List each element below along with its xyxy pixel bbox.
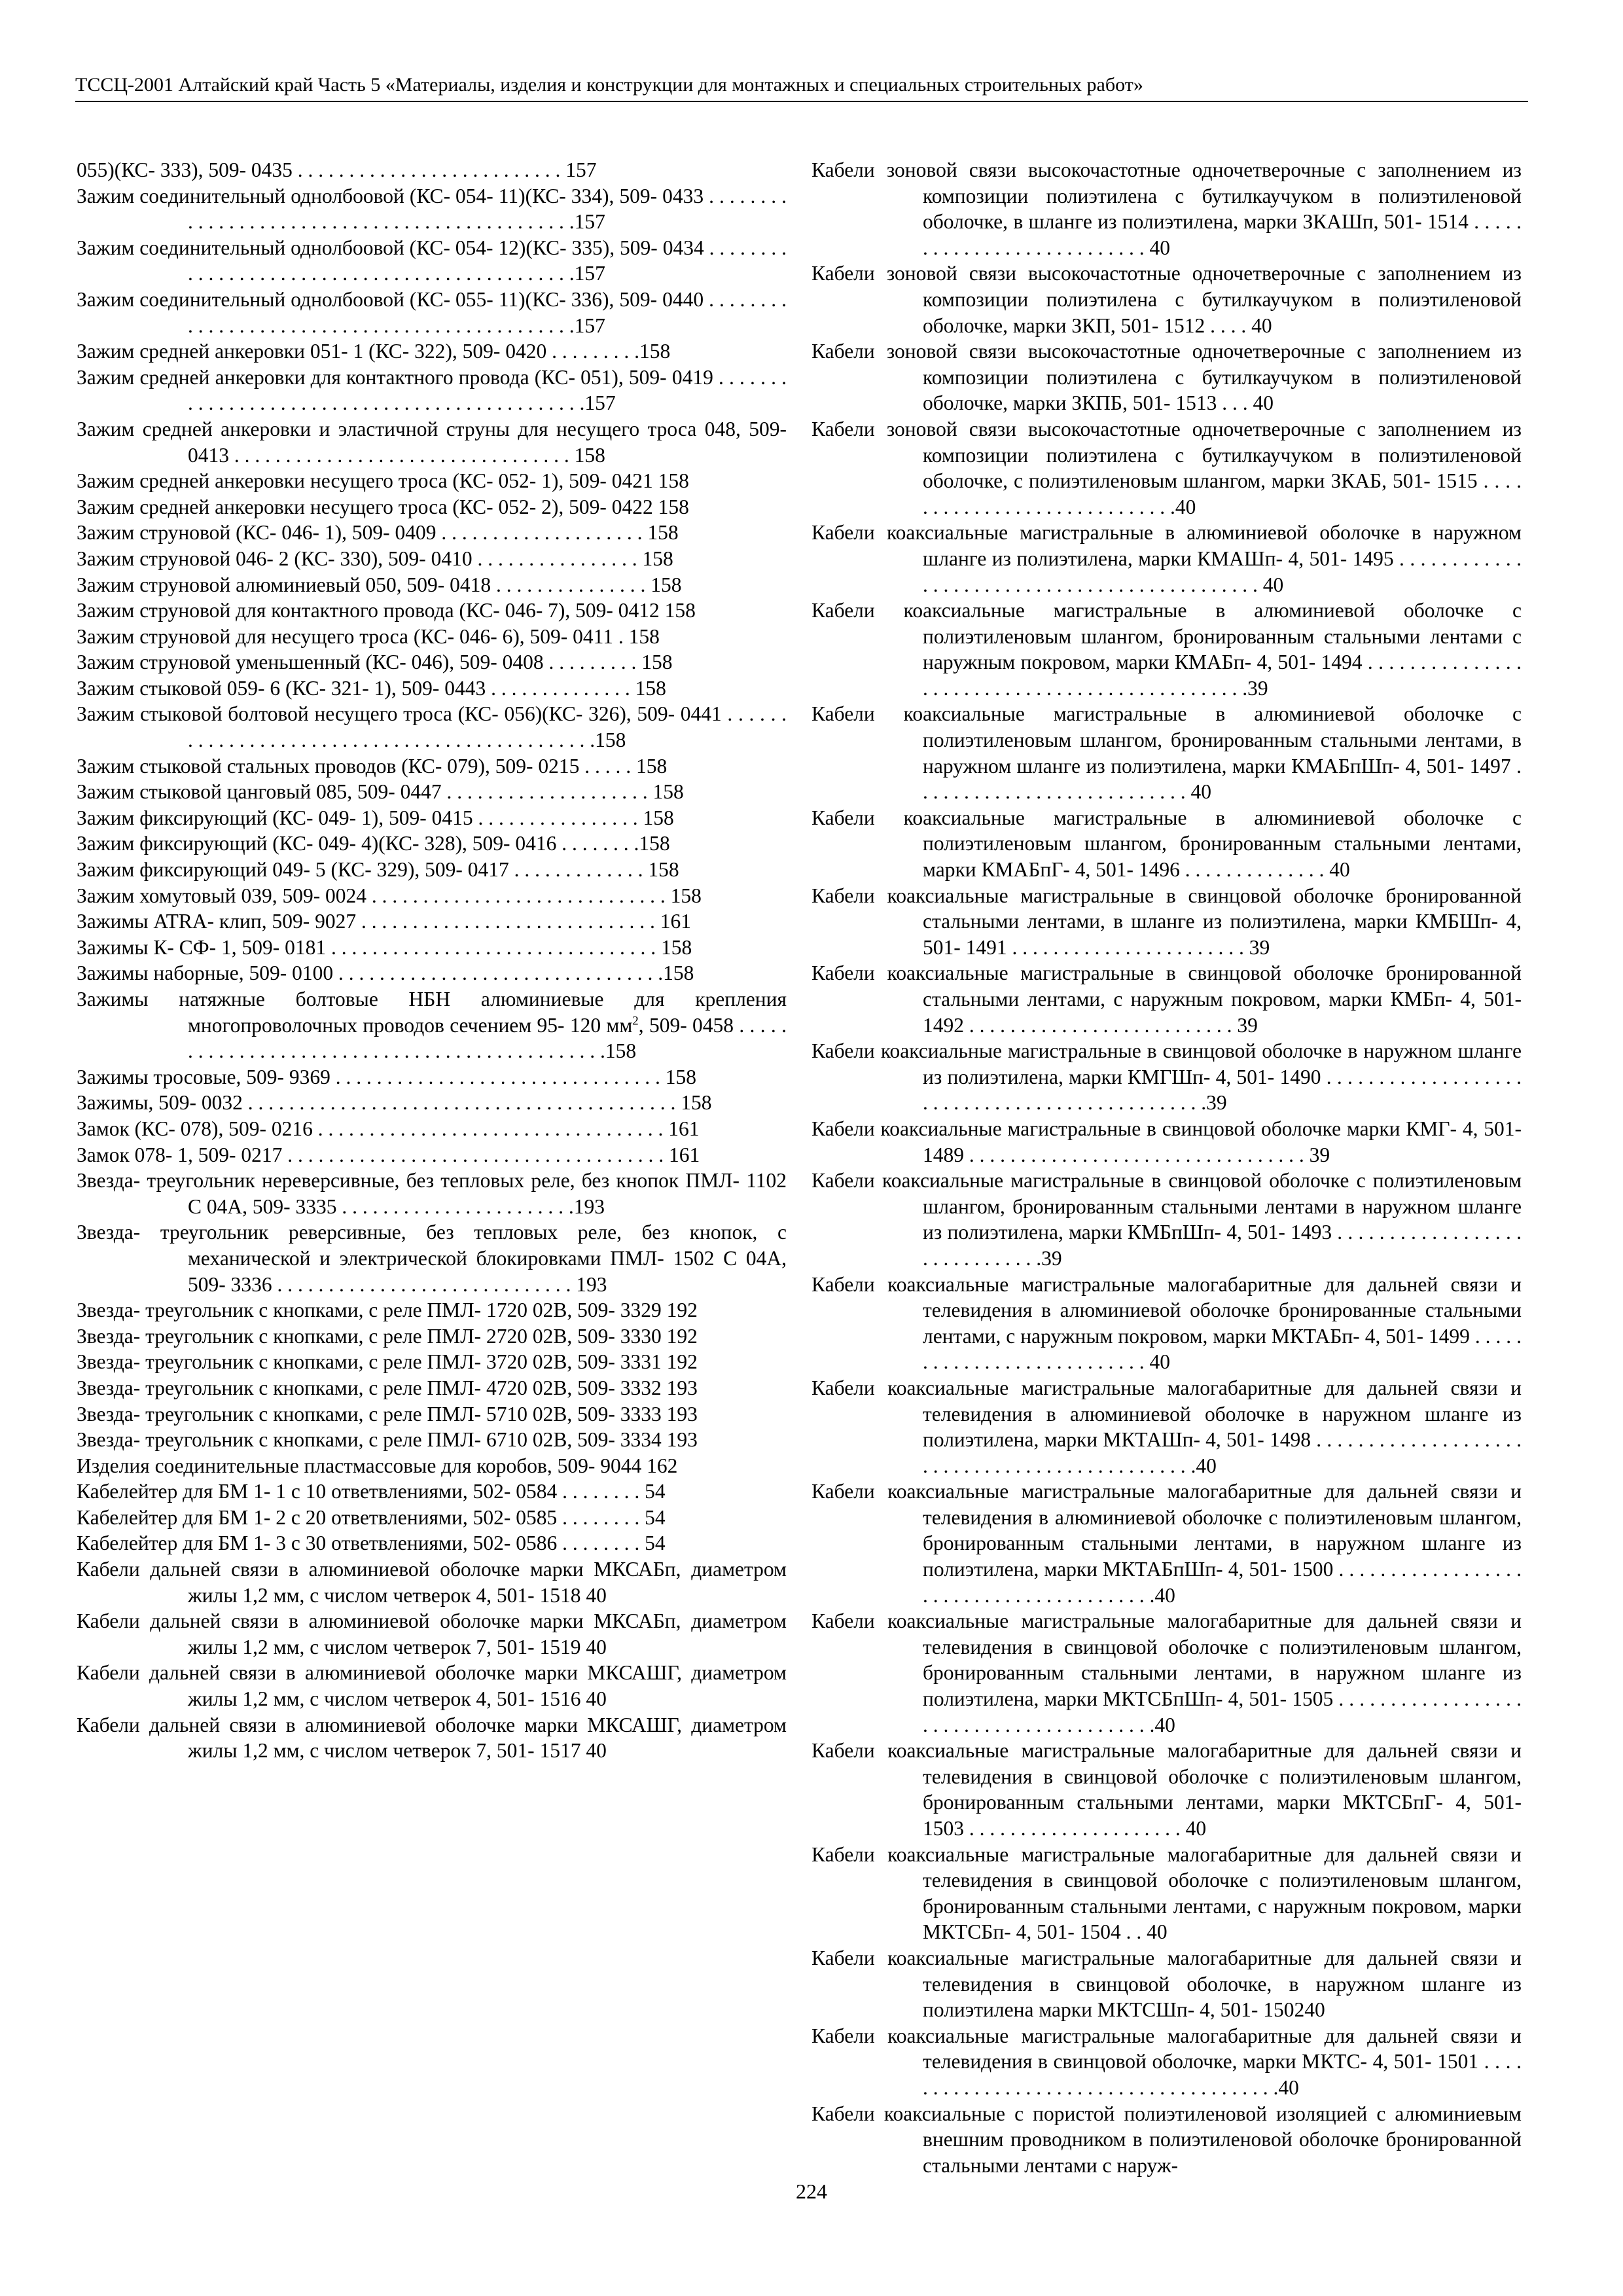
index-entry [812, 157, 1522, 260]
index-entry-text: Зажим струновой 046- 2 (КС- 330), 509- 0410 . . . . . . . . . . . . . . . . 158 [77, 547, 673, 570]
index-entry-text: Звезда- треугольник реверсивные, без тепловых реле, без кнопок, с механической и электрической блокировками ПМЛ- 1502 С 04А, 509- 3336 . . . . . . . . . . . . . . . . . . . . . . . . . . . . . 193 [77, 1221, 787, 1296]
index-entry-text: Зажим струновой уменьшенный (КС- 046), 509- 0408 . . . . . . . . . 158 [77, 651, 673, 674]
index-entry-text: Кабели коаксиальные магистральные в алюминиевой оболочке с полиэтиленовым шлангом, бронированным стальными лентами с наружным покровом, марки КМАБп- 4, 501- 1494 . . . . . . . . . . . . . . . . . . . . . . . . . . . . . . . . . . . . . . . . . . . . . . .39 [812, 599, 1522, 700]
header-title: ТССЦ-2001 Алтайский край Часть 5 «Материалы, изделия и конструкции для монтажных и специальных строительных работ» [75, 74, 1143, 96]
index-entry [77, 1142, 787, 1168]
index-entry [77, 1168, 787, 1219]
index-entry [77, 1219, 787, 1297]
index-entry-text: Замок (КС- 078), 509- 0216 . . . . . . . . . . . . . . . . . . . . . . . . . . . . . . . . . . 161 [77, 1117, 700, 1140]
index-entry [77, 753, 787, 780]
index-entry-text: Кабели коаксиальные с пористой полиэтиленовой изоляцией с алюминиевым внешним проводником в полиэтиленовой оболочке бронированной стальными лентами с наруж- [812, 2102, 1522, 2177]
index-entry-text: Зажимы К- СФ- 1, 509- 0181 . . . . . . . . . . . . . . . . . . . . . . . . . . . . . . . . 158 [77, 935, 692, 959]
index-entry [77, 908, 787, 935]
index-entry [812, 598, 1522, 701]
index-entry [77, 1297, 787, 1323]
index-entry [812, 701, 1522, 804]
index-entry-text: Кабели зоновой связи высокочастотные одночетверочные с заполнением из композиции полиэтилена с бутилкаучуком в полиэтиленовой оболочке, марки ЗКП, 501- 1512 . . . . 40 [812, 262, 1522, 337]
index-entry [77, 675, 787, 702]
index-entry [812, 1116, 1522, 1168]
index-entry [812, 1842, 1522, 1945]
index-entry-text: Зажимы, 509- 0032 . . . . . . . . . . . . . . . . . . . . . . . . . . . . . . . . . . . . . . . . . . 158 [77, 1091, 712, 1115]
index-entry [77, 1660, 787, 1712]
index-entry [77, 857, 787, 883]
index-entry-text: Кабели коаксиальные магистральные в свинцовой оболочке с полиэтиленовым шлангом, бронированным стальными лентами в наружном шланге из полиэтилена, марки КМБпШп- 4, 501- 1493 . . . . . . . . . . . . . . . . . . . . . . . . . . . . . .39 [812, 1169, 1522, 1270]
index-entry-text: Зажим средней анкеровки 051- 1 (КС- 322), 509- 0420 . . . . . . . . .158 [77, 340, 671, 363]
index-entry [77, 1505, 787, 1531]
index-entry-text: Кабели коаксиальные магистральные в алюминиевой оболочке с полиэтиленовым шлангом, бронированным стальными лентами, марки КМАБпГ- 4, 501- 1496 . . . . . . . . . . . . . . 40 [812, 806, 1522, 882]
index-entry-text: Зажим стыковой болтовой несущего троса (КС- 056)(КС- 326), 509- 0441 . . . . . . . . . . . . . . . . . . . . . . . . . . . . . . . . . . . . . . . . . . . . . .158 [77, 702, 787, 752]
index-entry [77, 1116, 787, 1142]
index-entry-text: Звезда- треугольник нереверсивные, без тепловых реле, без кнопок ПМЛ- 1102 С 04А, 509- 3335 . . . . . . . . . . . . . . . . . . . . . . .193 [77, 1169, 787, 1218]
index-entry-text: Кабелейтер для БМ 1- 1 с 10 ответвлениями, 502- 0584 . . . . . . . . 54 [77, 1480, 666, 1503]
index-column-left [77, 157, 787, 1764]
index-entry-text: Зажим средней анкеровки для контактного провода (КС- 051), 509- 0419 . . . . . . . . . . . . . . . . . . . . . . . . . . . . . . . . . . . . . . . . . . . . . .157 [77, 365, 787, 415]
index-entry [77, 416, 787, 468]
index-entry-text: Зажимы натяжные болтовые НБН алюминиевые для крепления многопроволочных проводов сечением 95- 120 $мм^2$, 509- 0458 . . . . . . . . . . . . . . . . . . . . . . . . . . . . . . . . . . . . . . . . . . . . . .158 [77, 988, 787, 1063]
index-entry-text: Кабели дальней связи в алюминиевой оболочке марки МКСАШГ, диаметром жилы 1,2 мм, с числом четверок 4, 501- 1516 40 [77, 1661, 787, 1711]
index-entry-text: Кабели коаксиальные магистральные в алюминиевой оболочке с полиэтиленовым шлангом, бронированным стальными лентами, в наружном шланге из полиэтилена, марки КМАБпШп- 4, 501- 1497 . . . . . . . . . . . . . . . . . . . . . . . . . . . 40 [812, 702, 1522, 804]
index-entry-text: Зажим средней анкеровки и эластичной струны для несущего троса 048, 509- 0413 . . . . . . . . . . . . . . . . . . . . . . . . . . . . . . . . . 158 [77, 417, 787, 467]
index-entry [812, 416, 1522, 520]
index-entry-text: Кабели коаксиальные магистральные в алюминиевой оболочке в наружном шланге из полиэтилена, марки КМАШп- 4, 501- 1495 . . . . . . . . . . . . . . . . . . . . . . . . . . . . . . . . . . . . . . . . . . . . . 40 [812, 521, 1522, 596]
index-entry-text: Звезда- треугольник с кнопками, с реле ПМЛ- 5710 02В, 509- 3333 193 [77, 1402, 698, 1426]
index-entry [812, 1272, 1522, 1375]
index-entry [812, 1479, 1522, 1608]
index-entry [77, 235, 787, 287]
index-entry-text: Кабели коаксиальные магистральные в свинцовой оболочке марки КМГ- 4, 501- 1489 . . . . . . . . . . . . . . . . . . . . . . . . . . . . . . . . . 39 [812, 1117, 1522, 1166]
index-entry-text: Зажим соединительный однолбоовой (КС- 055- 11)(КС- 336), 509- 0440 . . . . . . . . . . . . . . . . . . . . . . . . . . . . . . . . . . . . . . . . . . . . . .157 [77, 287, 787, 337]
index-entry-text: Замок 078- 1, 509- 0217 . . . . . . . . . . . . . . . . . . . . . . . . . . . . . . . . . . . . . 161 [77, 1143, 700, 1166]
index-entry-text: Зажим средней анкеровки несущего троса (КС- 052- 1), 509- 0421 158 [77, 469, 689, 493]
index-entry [812, 1038, 1522, 1116]
index-entry-text: Звезда- треугольник с кнопками, с реле ПМЛ- 3720 02В, 509- 3331 192 [77, 1350, 698, 1374]
index-entry [77, 598, 787, 624]
index-entry-text: Зажим струновой для контактного провода (КС- 046- 7), 509- 0412 158 [77, 599, 696, 622]
index-entry-text: Зажимы наборные, 509- 0100 . . . . . . . . . . . . . . . . . . . . . . . . . . . . . . . .158 [77, 961, 694, 985]
index-entry-text: Звезда- треугольник с кнопками, с реле ПМЛ- 2720 02В, 509- 3330 192 [77, 1324, 698, 1348]
index-entry [77, 338, 787, 365]
index-entry [77, 468, 787, 494]
index-entry-text: Кабели коаксиальные магистральные в свинцовой оболочке в наружном шланге из полиэтилена, марки КМГШп- 4, 501- 1490 . . . . . . . . . . . . . . . . . . . . . . . . . . . . . . . . . . . . . . . . . . . . . . .39 [812, 1039, 1522, 1115]
index-entry [77, 779, 787, 805]
index-entry [77, 1090, 787, 1116]
index-entry-text: Зажим стыковой цанговый 085, 509- 0447 . . . . . . . . . . . . . . . . . . . . 158 [77, 780, 684, 804]
index-entry-text: Кабели зоновой связи высокочастотные одночетверочные с заполнением из композиции полиэтилена с бутилкаучуком в полиэтиленовой оболочке, с полиэтиленовым шлангом, марки ЗКАБ, 501- 1515 . . . . . . . . . . . . . . . . . . . . . . . . . . . . .40 [812, 417, 1522, 518]
index-entry [77, 1608, 787, 1660]
index-entry-text: Зажим фиксирующий (КС- 049- 4)(КС- 328), 509- 0416 . . . . . . . .158 [77, 832, 670, 855]
index-entry-text: Кабели коаксиальные магистральные малогабаритные для дальней связи и телевидения в свинцовой оболочке с полиэтиленовым шлангом, бронированным стальными лентами, в наружном шланге из полиэтилена, марки МКТСБпШп- 4, 501- 1505 . . . . . . . . . . . . . . . . . . . . . . . . . . . . . . . . . . . . . . . . .40 [812, 1609, 1522, 1736]
index-entry-text: Кабели дальней связи в алюминиевой оболочке марки МКСАШГ, диаметром жилы 1,2 мм, с числом четверок 7, 501- 1517 40 [77, 1713, 787, 1763]
index-entry [812, 2023, 1522, 2101]
page-number: 224 [796, 2179, 827, 2203]
index-entry-text: Зажим стыковой 059- 6 (КС- 321- 1), 509- 0443 . . . . . . . . . . . . . . 158 [77, 676, 666, 700]
index-entry-text: Кабели зоновой связи высокочастотные одночетверочные с заполнением из композиции полиэтилена с бутилкаучуком в полиэтиленовой оболочке, марки ЗКПБ, 501- 1513 . . . 40 [812, 340, 1522, 415]
index-entry-text: Кабели коаксиальные магистральные малогабаритные для дальней связи и телевидения в алюминиевой оболочке в наружном шланге из полиэтилена, марки МКТАШп- 4, 501- 1498 . . . . . . . . . . . . . . . . . . . . . . . . . . . . . . . . . . . . . . . . . . . . . . .40 [812, 1376, 1522, 1477]
index-entry-text: Кабели дальней связи в алюминиевой оболочке марки МКСАБп, диаметром жилы 1,2 мм, с числом четверок 7, 501- 1519 40 [77, 1609, 787, 1659]
index-entry-text: Кабели зоновой связи высокочастотные одночетверочные с заполнением из композиции полиэтилена с бутилкаучуком в полиэтиленовой оболочке, в шланге из полиэтилена, марки ЗКАШп, 501- 1514 . . . . . . . . . . . . . . . . . . . . . . . . . . . 40 [812, 158, 1522, 259]
index-entry-text: Кабелейтер для БМ 1- 2 с 20 ответвлениями, 502- 0585 . . . . . . . . 54 [77, 1505, 666, 1529]
index-entry [77, 1375, 787, 1401]
index-entry-text: Зажим соединительный однолбоовой (КС- 054- 11)(КС- 334), 509- 0433 . . . . . . . . . . . . . . . . . . . . . . . . . . . . . . . . . . . . . . . . . . . . . .157 [77, 184, 787, 234]
index-entry-text: Звезда- треугольник с кнопками, с реле ПМЛ- 1720 02В, 509- 3329 192 [77, 1299, 698, 1322]
index-entry [77, 935, 787, 961]
index-entry-text: 055)(КС- 333), 509- 0435 . . . . . . . . . . . . . . . . . . . . . . . . . . 157 [77, 158, 597, 181]
index-entry-text: Зажим струновой для несущего троса (КС- 046- 6), 509- 0411 . 158 [77, 624, 660, 648]
index-entry [77, 1530, 787, 1556]
index-entry-text: Зажим фиксирующий (КС- 049- 1), 509- 0415 . . . . . . . . . . . . . . . . 158 [77, 806, 674, 829]
index-entry-text: Кабели коаксиальные магистральные малогабаритные для дальней связи и телевидения в свинцовой оболочке, марки МКТС- 4, 501- 1501 . . . . . . . . . . . . . . . . . . . . . . . . . . . . . . . . . . . . . . .40 [812, 2024, 1522, 2099]
index-entry-text: Кабели коаксиальные магистральные малогабаритные для дальней связи и телевидения в свинцовой оболочке, в наружном шланге из полиэтилена марки МКТСШп- 4, 501- 150240 [812, 1946, 1522, 2022]
index-entry [77, 546, 787, 572]
index-entry [77, 572, 787, 598]
index-entry [77, 701, 787, 753]
index-entry-text: Зажимы ATRA- клип, 509- 9027 . . . . . . . . . . . . . . . . . . . . . . . . . . . . . 161 [77, 910, 691, 933]
index-entry [77, 520, 787, 546]
index-entry-text: Зажим средней анкеровки несущего троса (КС- 052- 2), 509- 0422 158 [77, 495, 689, 518]
index-entry [77, 831, 787, 857]
index-entry [812, 1375, 1522, 1479]
index-entry-text: Зажим хомутовый 039, 509- 0024 . . . . . . . . . . . . . . . . . . . . . . . . . . . . . 158 [77, 884, 702, 907]
index-entry [77, 1401, 787, 1427]
index-entry-text: Зажим стыковой стальных проводов (КС- 079), 509- 0215 . . . . . 158 [77, 754, 668, 778]
index-entry-text: Кабелейтер для БМ 1- 3 с 30 ответвлениями, 502- 0586 . . . . . . . . 54 [77, 1532, 666, 1555]
index-entry [77, 1427, 787, 1453]
index-entry-text: Изделия соединительные пластмассовые для коробов, 509- 9044 162 [77, 1454, 678, 1477]
index-entry-text: Зажим струновой алюминиевый 050, 509- 0418 . . . . . . . . . . . . . . . 158 [77, 573, 682, 596]
index-entry [812, 960, 1522, 1038]
index-entry-text: Кабели коаксиальные магистральные в свинцовой оболочке бронированной стальными лентами, с наружным покровом, марки КМБп- 4, 501- 1492 . . . . . . . . . . . . . . . . . . . . . . . . . . 39 [812, 961, 1522, 1037]
index-entry-text: Звезда- треугольник с кнопками, с реле ПМЛ- 4720 02В, 509- 3332 193 [77, 1376, 698, 1399]
page-header [75, 72, 1528, 102]
index-entry [77, 157, 787, 183]
index-column-right [812, 157, 1522, 2178]
index-entry-text: Зажим соединительный однолбоовой (КС- 054- 12)(КС- 335), 509- 0434 . . . . . . . . . . . . . . . . . . . . . . . . . . . . . . . . . . . . . . . . . . . . . .157 [77, 236, 787, 285]
index-entry [77, 1323, 787, 1350]
index-entry [812, 1738, 1522, 1841]
index-entry-text: Звезда- треугольник с кнопками, с реле ПМЛ- 6710 02В, 509- 3334 193 [77, 1428, 698, 1452]
index-entry-text: Кабели коаксиальные магистральные малогабаритные для дальней связи и телевидения в свинцовой оболочке с полиэтиленовым шлангом, бронированным стальными лентами, с наружным покровом, марки МКТСБп- 4, 501- 1504 . . 40 [812, 1842, 1522, 1944]
index-entry [77, 986, 787, 1064]
index-entry [812, 1168, 1522, 1271]
index-entry [77, 365, 787, 416]
index-entry [77, 960, 787, 986]
index-entry [812, 2101, 1522, 2179]
index-entry [77, 883, 787, 909]
index-entry [77, 649, 787, 675]
index-entry-text: Зажим фиксирующий 049- 5 (КС- 329), 509- 0417 . . . . . . . . . . . . . 158 [77, 858, 679, 882]
index-entry [77, 1349, 787, 1375]
index-entry-text: Зажимы тросовые, 509- 9369 . . . . . . . . . . . . . . . . . . . . . . . . . . . . . . . . 158 [77, 1065, 697, 1088]
index-entry [812, 1608, 1522, 1738]
index-entry [77, 624, 787, 650]
index-entry [812, 883, 1522, 961]
index-entry [812, 520, 1522, 598]
index-entry [77, 494, 787, 520]
index-entry [812, 260, 1522, 338]
index-entry [77, 1453, 787, 1479]
index-entry [77, 1479, 787, 1505]
index-entry [77, 1064, 787, 1090]
index-entry-text: Кабели коаксиальные магистральные малогабаритные для дальней связи и телевидения в свинцовой оболочке с полиэтиленовым шлангом, бронированным стальными лентами, марки МКТСБпГ- 4, 501- 1503 . . . . . . . . . . . . . . . . . . . . . 40 [812, 1739, 1522, 1840]
index-entry [812, 805, 1522, 883]
index-entry-text: Кабели коаксиальные магистральные в свинцовой оболочке бронированной стальными лентами, в шланге из полиэтилена, марки КМБШп- 4, 501- 1491 . . . . . . . . . . . . . . . . . . . . . . . 39 [812, 884, 1522, 959]
index-entry [77, 287, 787, 338]
index-entry [77, 1556, 787, 1608]
index-entry [812, 338, 1522, 416]
index-entry-text: Кабели коаксиальные магистральные малогабаритные для дальней связи и телевидения в алюминиевой оболочке с полиэтиленовым шлангом, бронированным стальными лентами, в наружном шланге из полиэтилена, марки МКТАБпШп- 4, 501- 1500 . . . . . . . . . . . . . . . . . . . . . . . . . . . . . . . . . . . . . . . . .40 [812, 1480, 1522, 1607]
index-entry [77, 183, 787, 235]
index-entry-text: Кабели коаксиальные магистральные малогабаритные для дальней связи и телевидения в алюминиевой оболочке бронированные стальными лентами, с наружным покровом, марки МКТАБп- 4, 501- 1499 . . . . . . . . . . . . . . . . . . . . . . . . . . . 40 [812, 1272, 1522, 1374]
index-entry-text: Кабели дальней связи в алюминиевой оболочке марки МКСАБп, диаметром жилы 1,2 мм, с числом четверок 4, 501- 1518 40 [77, 1558, 787, 1607]
index-entry-text: Зажим струновой (КС- 046- 1), 509- 0409 . . . . . . . . . . . . . . . . . . . . 158 [77, 521, 679, 545]
index-entry [77, 1712, 787, 1764]
index-entry [77, 805, 787, 831]
index-entry [812, 1945, 1522, 2023]
